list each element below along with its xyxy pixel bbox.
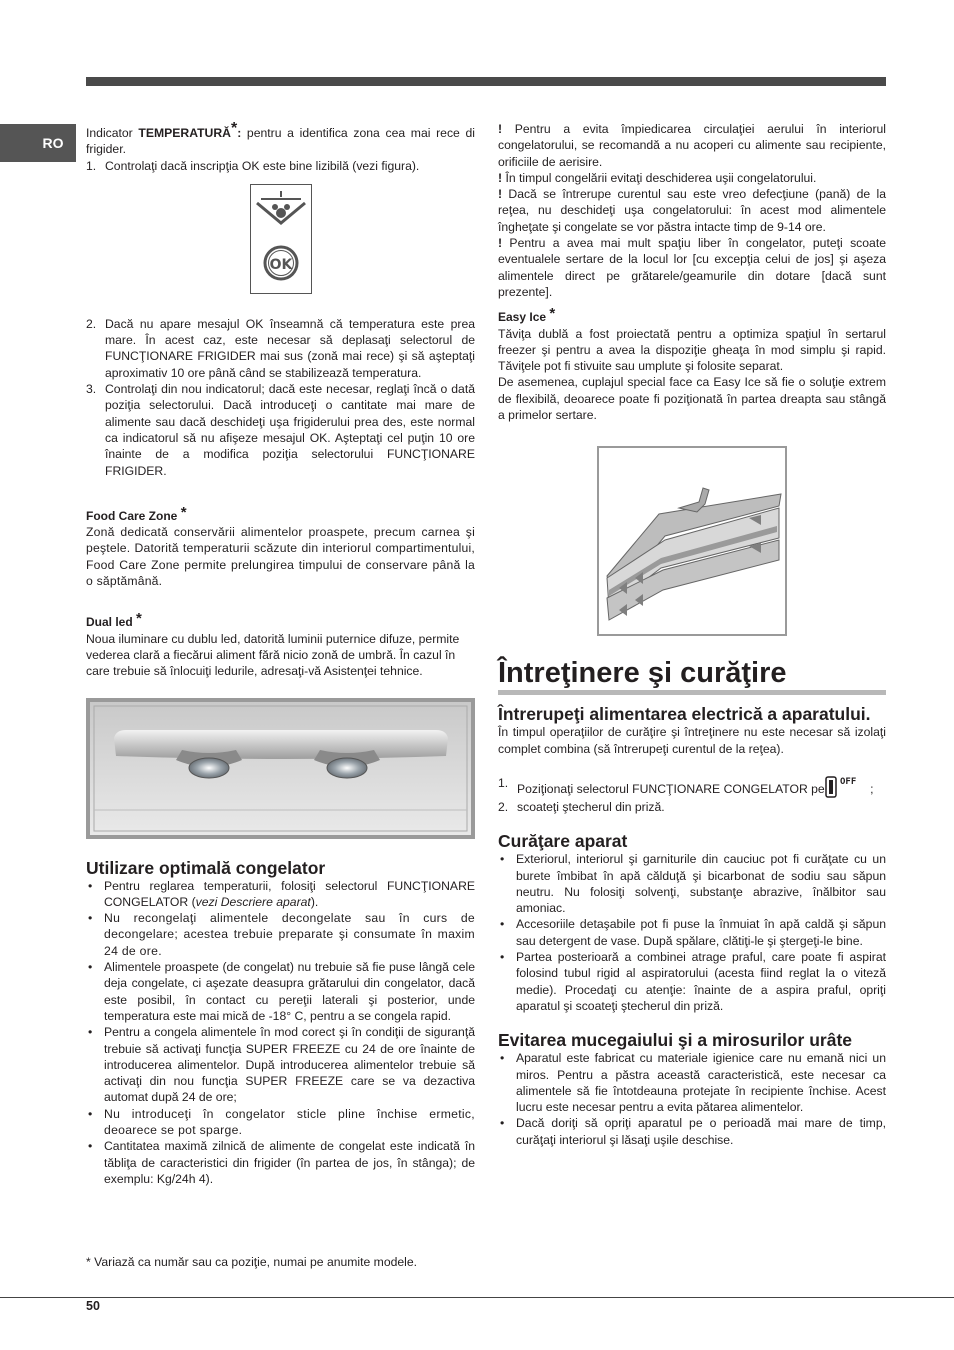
step-text: Dacă nu apare mesajul OK înseamnă că temperatura este prea mare. În acest caz, este necesar să deplasaţi selectorul de FUNCŢIONARE FRIGIDER mai sus (zonă mai rece) şi să aşteptaţi aproximativ 10 ore până când se stabilizează temperatura. (105, 316, 475, 380)
step-number: 3. (86, 382, 97, 397)
list-item: • Exteriorul, interiorul şi garniturile din cauciuc pot fi curăţate cu un burete îmbibat în apă călduţă şi bicarbonat de sodiu sau săpun neutru. Nu folosiţi solvenţi, substanţe abrazive, înălbitor sau amoniac. (498, 851, 886, 916)
easy-ice-text: Tăviţa dublă a fost proiectată pentru a optimiza spaţiul în sertarul freezer şi pentru a avea la dispoziţie gheaţa în mod simplu şi rapid. Tăviţele pot fi stivuite sau umplute şi folosite separat. (498, 326, 886, 374)
list-item: • Aparatul este fabricat cu materiale igienice care nu emană nici un miros. Pentru a păstra această caracteristică, este necesar ca alimentele să fie întotdeauna protejate în recipiente închise. Acest lucru este necesar pentru a evita pătarea alimentelor. (498, 1050, 886, 1115)
off-selector-icon (825, 775, 867, 799)
note-door (498, 170, 886, 186)
step-text: Controlaţi din nou indicatorul; dacă este necesar, reglaţi încă o dată poziţia selectorului. Dacă introduceţi o cantitate mai mare de alimente sau dacă deschideţi uşa frigiderului prea des, este normal ca indicatorul să nu afişeze mesajul OK. Aşteptaţi cel puţin 10 ore înainte de a modifica poziţia selectorului FUNCŢIONARE FRIGIDER. (105, 382, 475, 478)
note-airflow (498, 121, 886, 170)
easy-ice-title (498, 306, 886, 325)
list-item (86, 158, 475, 174)
item-text-end: ). (310, 894, 319, 909)
ok-label: OK (269, 256, 293, 273)
step-number: 1. (86, 158, 97, 173)
asterisk: * (180, 503, 187, 521)
note-power-failure (498, 186, 886, 235)
mold-title: Evitarea mucegaiului şi a mirosurilor urâte (498, 1030, 853, 1051)
list-item: • Partea posterioară a combinei atrage praful, care poate fi aspirat folosind tubul rigid al aspiratorului (acesta fiind reglat la o viteză medie). Procedaţi cu atenţie: înainte de a aspira praful, opriţi aparatul şi scoateţi ştecherul din priză. (498, 949, 886, 1014)
cleaning-title: Curăţare aparat (498, 831, 628, 852)
step-number: 1. (498, 775, 509, 790)
list-item (86, 878, 475, 911)
list-item: • Accesoriile detaşabile pot fi puse la înmuiat în apă caldă şi săpun sau detergent de vase. După spălare, clătiţi-le şi ştergeţi-le bine. (498, 916, 886, 949)
step-number: 2. (498, 799, 509, 814)
list-item (86, 381, 475, 479)
freezer-usage-title: Utilizare optimală congelator (86, 857, 326, 878)
header-bar (86, 77, 886, 86)
indicator-steps (86, 158, 475, 174)
step-text: Poziţionaţi selectorul FUNCŢIONARE CONGELATOR pe (517, 781, 825, 796)
dual-led-label: Dual led (86, 615, 133, 630)
food-care-label: Food Care Zone (86, 508, 178, 523)
asterisk: * (549, 305, 556, 323)
page-number: 50 (86, 1299, 100, 1313)
asterisk: * (136, 610, 142, 628)
list-item (86, 1106, 475, 1139)
step-text: Controlaţi dacă inscripţia OK este bine lizibilă (vezi figura). (105, 158, 420, 173)
note-text: Pentru a avea mai mult spaţiu liber în congelator, puteţi scoate eventualele sertare de la locul lor [cu excepţia celui de jos] şi aşeza alimentele direct pe grătarele/geamurile din dotare [dacă sunt prezente]. (498, 236, 886, 299)
off-label: OFF (839, 776, 856, 787)
maintenance-title: Întreţinere şi curăţire (498, 656, 886, 695)
item-text: Cantitatea maximă zilnică de alimente de congelat este indicată în tăbliţa de caracteristici din frigider (în partea de jos, în stânga); de exemplu: Kg/24h 4). (104, 1139, 475, 1186)
item-text: Pentru reglarea temperaturii, folosiţi selectorul FUNCŢIONARE CONGELATOR ( (104, 878, 475, 909)
temperature-indicator-icon (251, 185, 311, 293)
ice-tray-image (599, 448, 785, 634)
freezer-usage-list (86, 878, 475, 1188)
item-text: Nu introduceţi în congelator sticle pline închise ermetic, deoarece se pot sparge. (104, 1106, 475, 1137)
list-item (86, 316, 475, 381)
right-column (498, 121, 886, 1148)
power-disconnect-text: În timpul operaţiilor de curăţire şi întreţinere nu este necesar să izolaţi complet combina (să întrerupeţi curentul de la reţea). (498, 725, 886, 756)
item-text: Alimentele proaspete (de congelat) nu trebuie să fie puse lângă cele deja congelate, ci aşezate deasupra grătarului din congelator, dacă este posibil, în contact cu pereţii laterali şi posterior, unde temperatura este mai mică de -18° C, pentru a se congela rapid. (104, 960, 475, 1023)
step-text: scoateţi ştecherul din priză. (517, 799, 665, 814)
warning-mark: ! (498, 122, 503, 136)
food-care-text: Zonă dedicată conservării alimentelor proaspete, precum carnea şi peştele. Datorită temperaturii scăzute din interiorul compartimentului, Food Care Zone permite prelungirea timpului de conservare până la o săptămână. (86, 525, 475, 589)
step-number: 2. (86, 316, 97, 331)
list-item (86, 1138, 475, 1187)
note-text: Pentru a evita împiedicarea circulaţiei aerului în interiorul congelatorului, se recomandă a nu acoperi cu alimente sau recipiente, orificiile de aerisire. (498, 122, 886, 169)
dual-led-title (86, 611, 475, 630)
temperature-indicator-intro (86, 121, 475, 158)
footer-divider (0, 1297, 954, 1298)
power-disconnect-title: Întrerupeţi alimentarea electrică a aparatului. (498, 704, 871, 725)
warning-mark: ! (498, 236, 503, 251)
item-text: Nu recongelaţi alimentele decongelate sau în curs de decongelare; acestea trebuie preparate şi consumate în maxim 24 de ore. (104, 911, 475, 958)
power-steps (498, 775, 886, 815)
intro-text: Indicator (86, 126, 139, 140)
note-text: Dacă se întrerupe curentul sau este vreo defecţiune (pană) de la reţea, nu deschideţi uşa congelatorului: în acest mod alimentele îngheţate şi congelate se vor păstra intacte timp de 9-14 ore. (498, 187, 886, 234)
warning-mark: ! (498, 170, 503, 185)
list-item: • Dacă doriţi să opriţi aparatul pe o perioadă mai mare de timp, curăţaţi interiorul şi lăsaţi uşile deschise. (498, 1115, 886, 1148)
easy-ice-label: Easy Ice (498, 310, 547, 325)
mold-list (498, 1050, 886, 1148)
asterisk: * (230, 120, 238, 137)
list-item (498, 775, 886, 799)
ok-indicator-figure (250, 184, 312, 294)
item-reference: vezi Descriere aparat (195, 894, 311, 909)
dual-led-text: Noua iluminare cu dublu led, datorită luminii puternice difuze, permite vederea clară a fiecărui aliment fără nicio zonă de umbră. În cazul în care trebuie să înlocuiţi ledurile, adresaţi-vă Asistenţei tehnice. (86, 631, 460, 679)
easy-ice-text-2: De asemenea, cuplajul special face ca Easy Ice să fie o soluţie extrem de flexibilă, deoarece poate fi poziţionată în partea dreapta sau stângă a primelor sertare. (498, 375, 886, 423)
note-space (498, 235, 886, 300)
left-column (86, 121, 475, 1187)
step-text-end: ; (866, 781, 874, 796)
list-item (86, 1024, 475, 1105)
intro-text-end: pentru a identifica zona cea mai rece di frigider. (86, 126, 475, 157)
food-care-title (86, 505, 475, 524)
list-item (86, 910, 475, 959)
list-item (498, 799, 886, 815)
list-item (86, 959, 475, 1024)
language-tab: RO (0, 124, 76, 162)
dual-led-figure (86, 698, 475, 839)
temperature-label: TEMPERATURĂ (138, 126, 231, 140)
dual-led-image (86, 698, 475, 839)
footnote: * Variază ca număr sau ca poziţie, numai pe anumite modele. (86, 1255, 418, 1269)
colon: : (237, 126, 242, 140)
indicator-steps-cont (86, 316, 475, 479)
cleaning-list (498, 851, 886, 1014)
item-text: Pentru a congela alimentele în mod corect şi în condiţii de siguranţă trebuie să activaţi funcţia SUPER FREEZE cu 24 de ore înainte de introducerea alimentelor. După introducerea alimentelor trebuie să activaţi din nou funcţia SUPER FREEZE care se va dezactiva automat după 24 de ore; (104, 1025, 475, 1105)
warning-mark: ! (498, 187, 503, 202)
note-text: În timpul congelării evitaţi deschiderea uşii congelatorului. (502, 170, 817, 185)
easy-ice-figure (597, 446, 787, 636)
